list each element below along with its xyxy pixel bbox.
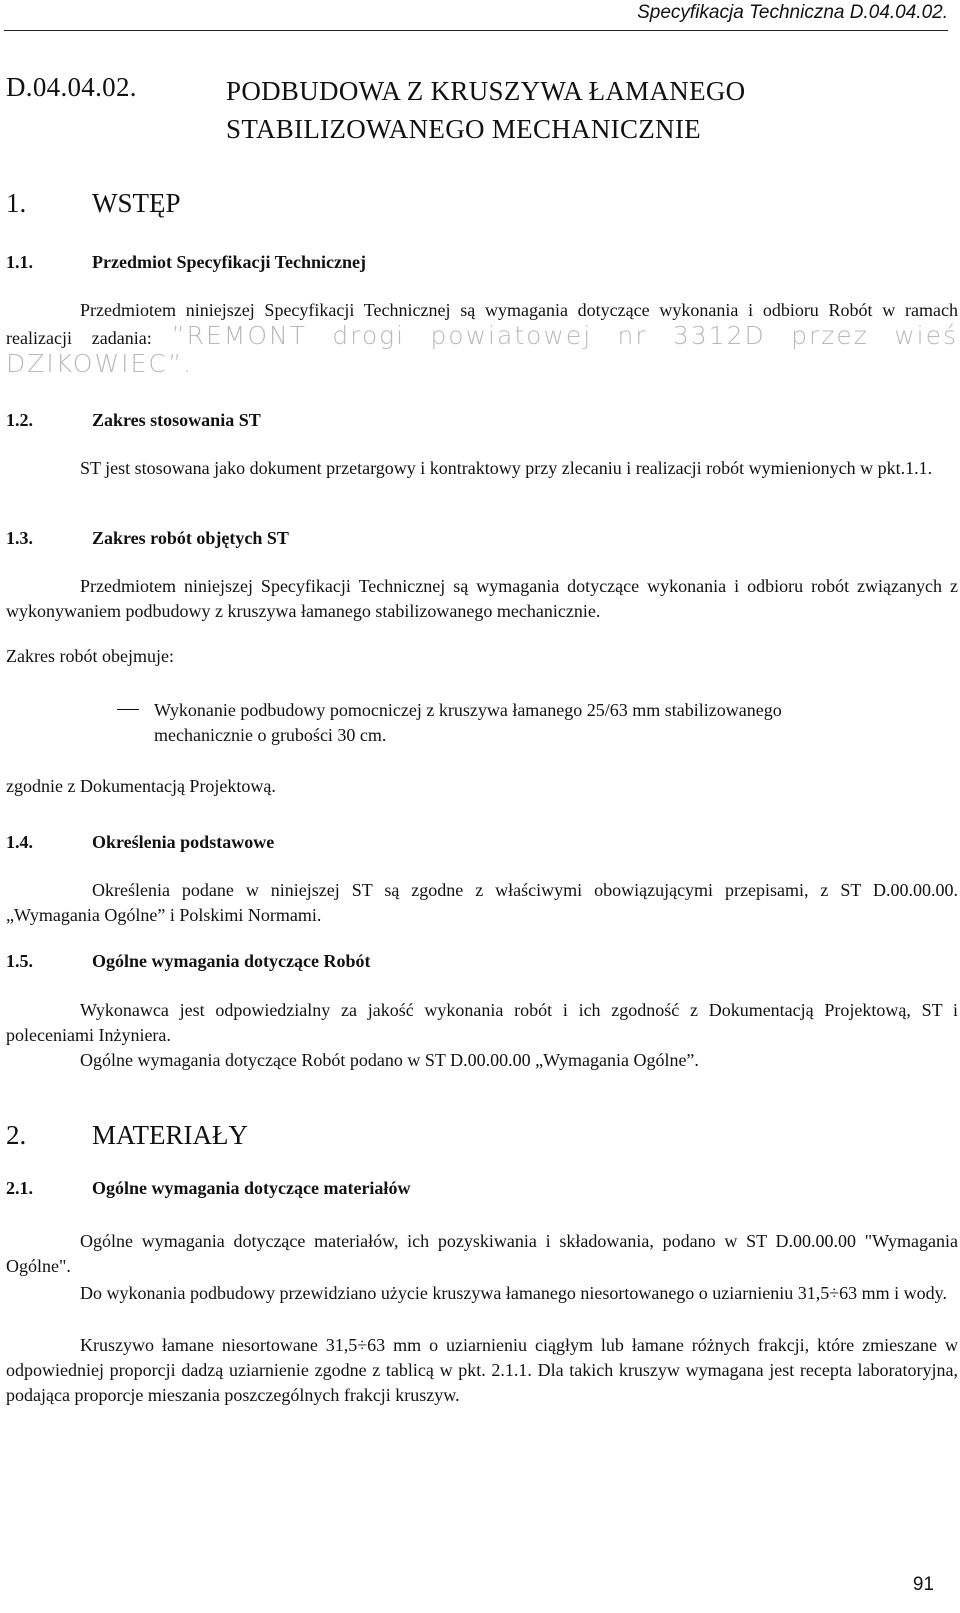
subsection-2-1-title: Ogólne wymagania dotyczące materiałów xyxy=(92,1178,411,1198)
scope-item-line-2: mechanicznie o grubości 30 cm. xyxy=(154,725,387,745)
subsection-1-3-title: Zakres robót objętych ST xyxy=(92,528,289,548)
scope-closing: zgodnie z Dokumentacją Projektową. xyxy=(6,776,276,796)
subsection-2-1-number: 2.1. xyxy=(6,1178,33,1198)
section-1-title: WSTĘP xyxy=(92,188,181,218)
subsection-1-5-title: Ogólne wymagania dotyczące Robót xyxy=(92,951,371,971)
subsection-1-3-text: Przedmiotem niniejszej Specyfikacji Technicznej są wymagania dotyczące wykonania i odbioru robót związanych z wykonywaniem podbudowy z kruszywa łamanego stabilizowanego mechanicznie. xyxy=(6,576,958,621)
subsection-1-4-title: Określenia podstawowe xyxy=(92,832,275,852)
subsection-1-5-text-a: Wykonawca jest odpowiedzialny za jakość wykonania robót i ich zgodność z Dokumentacją Projektową, ST i poleceniami Inżyniera. xyxy=(6,1000,958,1045)
subsection-1-1-text: Przedmiotem niniejszej Specyfikacji Technicznej są wymagania dotyczące wykonania i odbioru Robót w ramach realizacji zadania: xyxy=(6,300,958,348)
subsection-1-1-paragraph xyxy=(6,298,958,379)
subsection-1-1-title: Przedmiot Specyfikacji Technicznej xyxy=(92,252,366,272)
subsection-1-4-number: 1.4. xyxy=(6,832,33,852)
header-divider xyxy=(4,30,948,31)
document-title-line-1: PODBUDOWA Z KRUSZYWA ŁAMANEGO xyxy=(226,76,746,106)
document-code: D.04.04.02. xyxy=(6,72,137,102)
list-bullet-dash xyxy=(117,709,139,710)
page-number: 91 xyxy=(912,1574,934,1595)
subsection-2-1-text-b: Do wykonania podbudowy przewidziano użycie kruszywa łamanego niesortowanego o uziarnieniu 31,5÷63 mm i wody. xyxy=(80,1283,947,1303)
subsection-1-2-title: Zakres stosowania ST xyxy=(92,410,261,430)
section-1-number: 1. xyxy=(6,188,27,218)
subsection-1-4-text: Określenia podane w niniejszej ST są zgodne z właściwymi obowiązującymi przepisami, z ST D.00.00.00. „Wymagania Ogólne” i Polskimi Normami. xyxy=(6,880,958,925)
subsection-1-5-number: 1.5. xyxy=(6,951,33,971)
subsection-1-2-number: 1.2. xyxy=(6,410,33,430)
subsection-1-1-number: 1.1. xyxy=(6,252,33,272)
scope-item-line-1: Wykonanie podbudowy pomocniczej z kruszywa łamanego 25/63 mm stabilizowanego xyxy=(154,700,782,720)
task-name-placeholder: ”REMONT drogi powiatowej nr 3312D przez wieś DZIKOWIEC”. xyxy=(6,321,958,378)
subsection-1-5-text-b: Ogólne wymagania dotyczące Robót podano w ST D.00.00.00 „Wymagania Ogólne”. xyxy=(80,1050,699,1070)
subsection-1-2-text: ST jest stosowana jako dokument przetargowy i kontraktowy przy zlecaniu i realizacji robót wymienionych w pkt.1.1. xyxy=(80,458,933,478)
document-title-line-2: STABILIZOWANEGO MECHANICZNIE xyxy=(226,114,701,144)
subsection-2-1-text-c: Kruszywo łamane niesortowane 31,5÷63 mm o uziarnieniu ciągłym lub łamane różnych frakcji, które zmieszane w odpowiedniej proporcji dadzą uziarnienie zgodne z tablicą w pkt. 2.1.1. Dla takich kruszyw wymagana jest recepta laboratoryjna, podająca proporcje mieszania poszczególnych frakcji kruszyw. xyxy=(6,1335,958,1405)
scope-intro: Zakres robót obejmuje: xyxy=(6,646,174,666)
scope-item xyxy=(154,698,934,748)
section-2-title: MATERIAŁY xyxy=(92,1120,248,1150)
running-header: Specyfikacja Techniczna D.04.04.02. xyxy=(637,2,948,23)
subsection-2-1-text-a: Ogólne wymagania dotyczące materiałów, ich pozyskiwania i składowania, podano w ST D.00.00.00 "Wymagania Ogólne". xyxy=(6,1231,958,1276)
document-title xyxy=(226,72,745,148)
section-2-number: 2. xyxy=(6,1120,27,1150)
subsection-1-3-number: 1.3. xyxy=(6,528,33,548)
